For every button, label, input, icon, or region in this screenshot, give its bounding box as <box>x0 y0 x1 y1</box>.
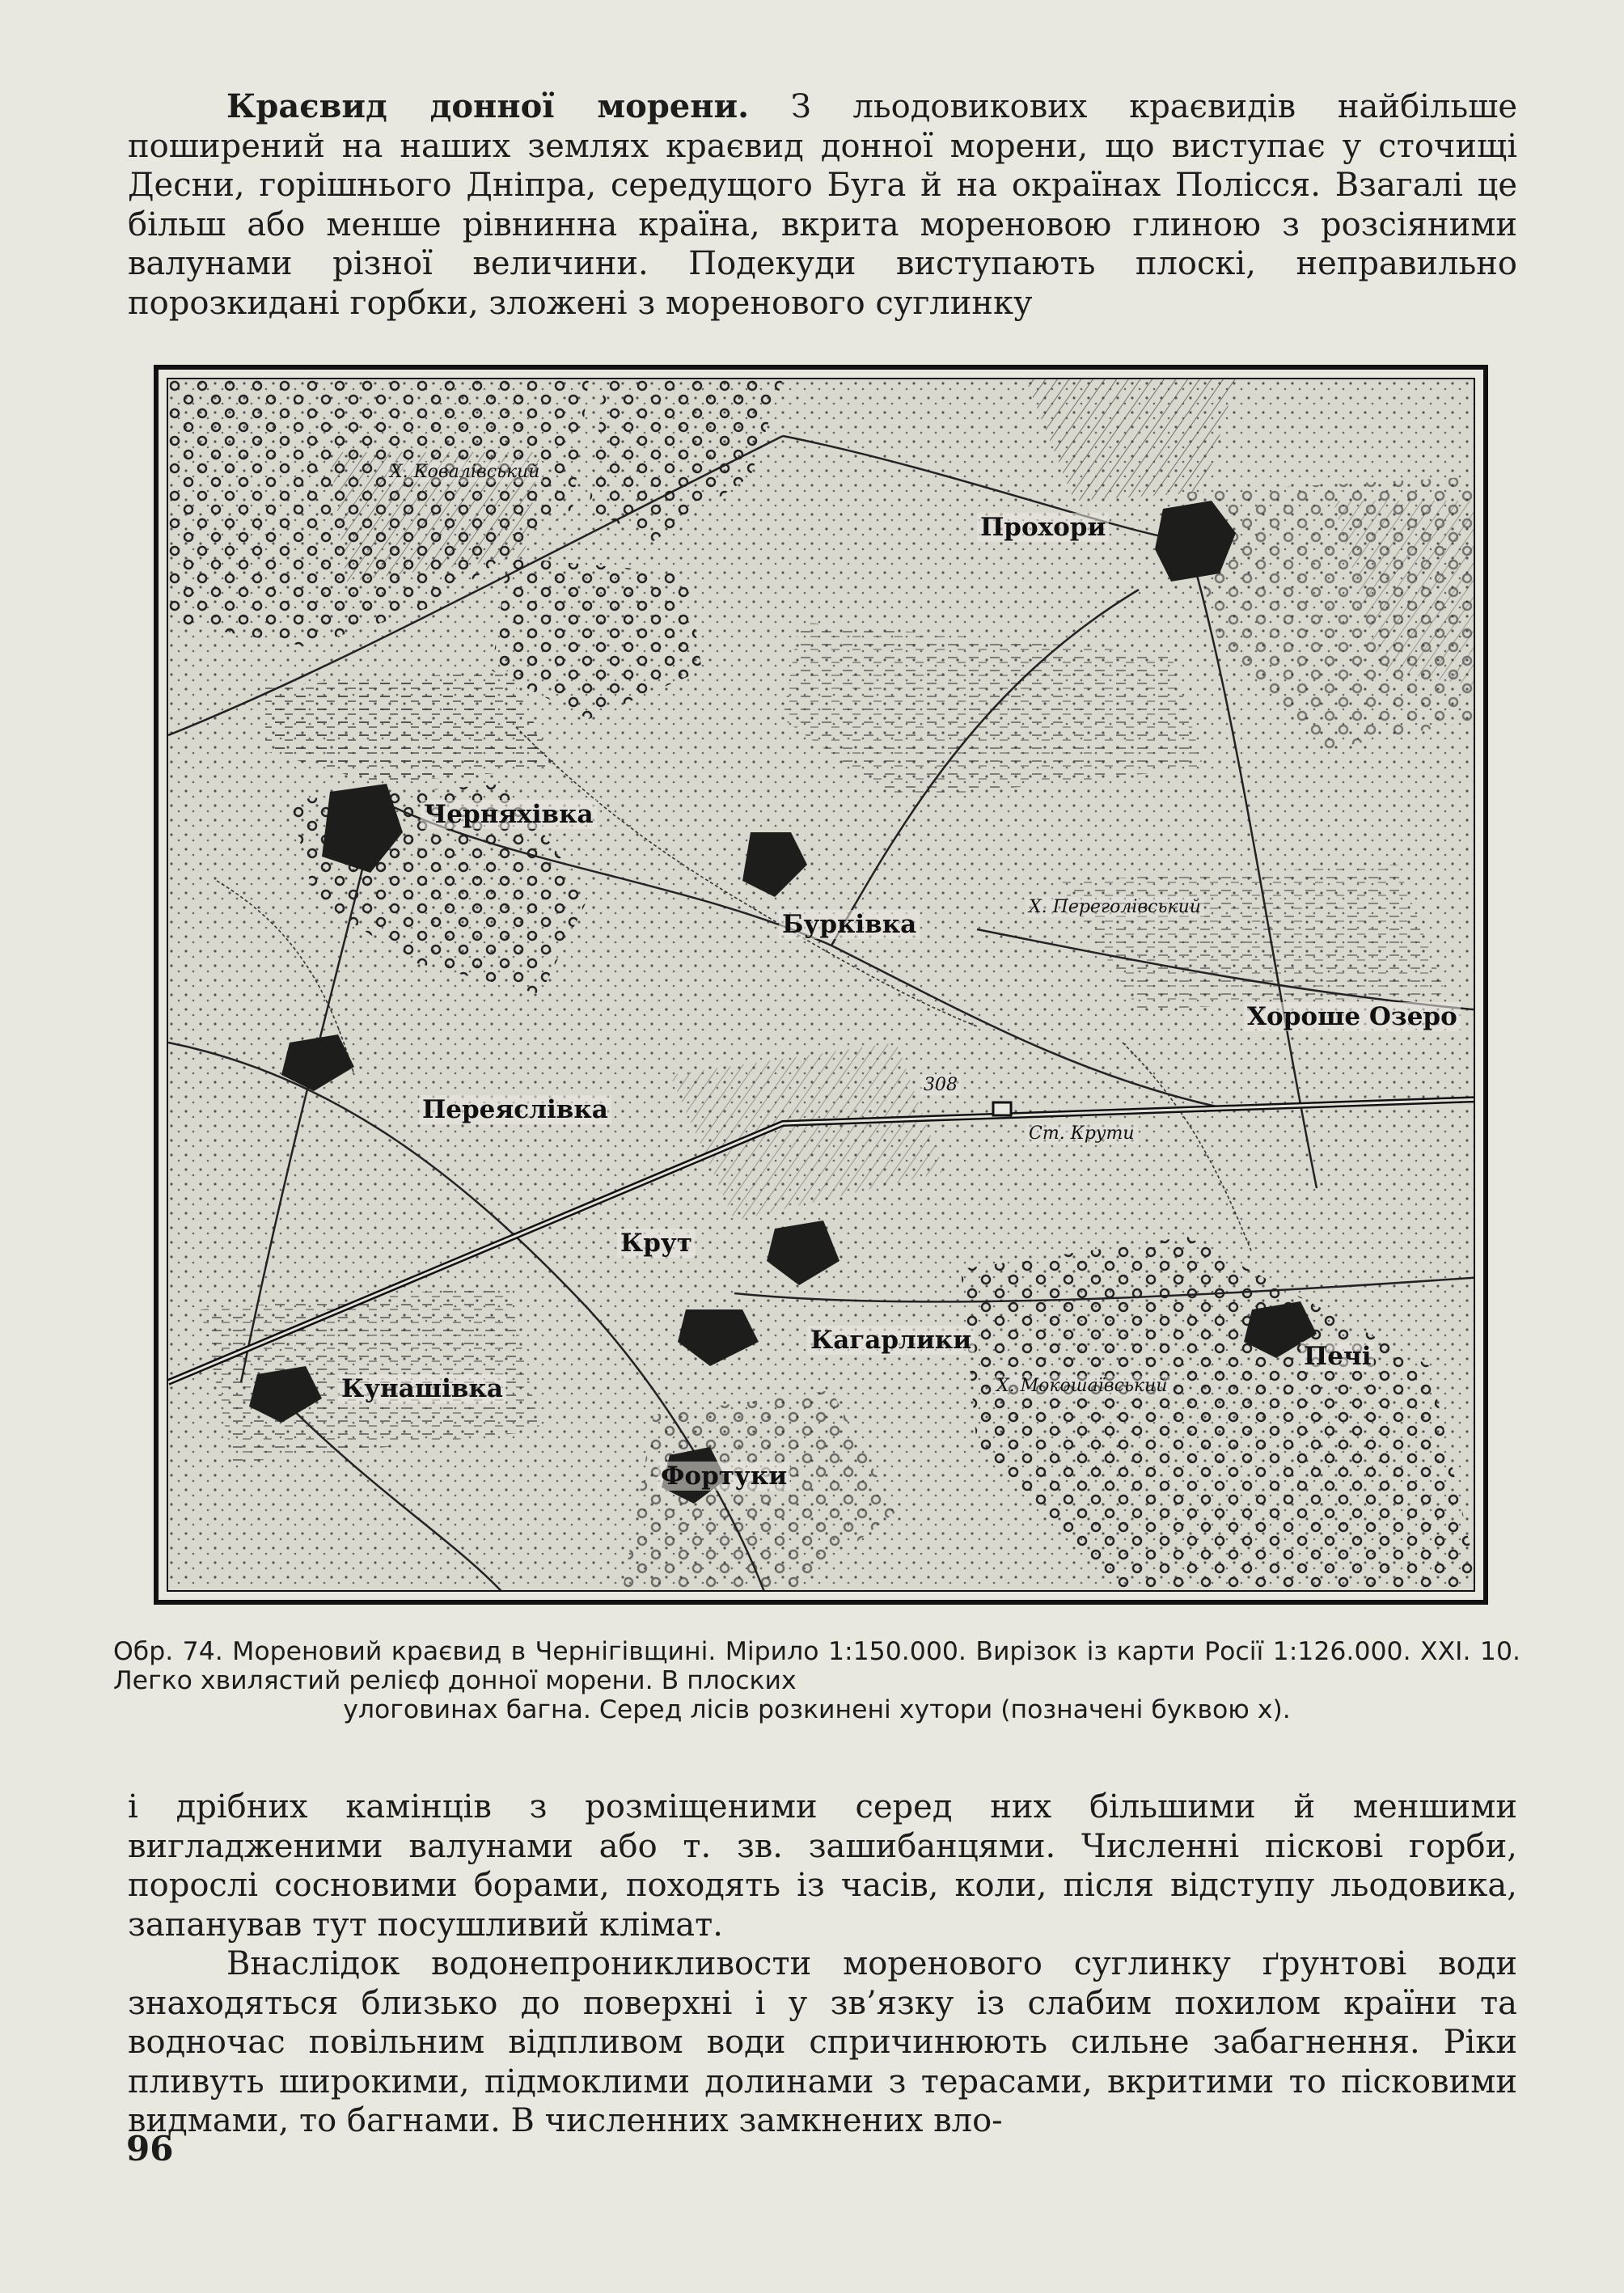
map-label-kunashivka: Кунашівка <box>338 1374 506 1403</box>
map-label-pereiaslivka: Переяслівка <box>419 1095 611 1124</box>
map-label-kh-mokosiivsky: Х. Мокошаївський <box>993 1376 1170 1396</box>
top-paragraph-text: З льодовикових краєвидів найбільше поширений на наших землях краєвид донної морени, що виступає у сточищі Десни, горішнього Дніпра, середущого Буга й на окраїнах Полісся. Взагалі це більш або менше рівнинна країна, вкрита мореновою глиною з розсіяними валунами різної величини. Подекуди виступають плоскі, неправильно порозкидані горбки, зложені з моренового суглинку <box>128 88 1517 322</box>
map-label-kagarlyky: Кагарлики <box>807 1326 975 1355</box>
top-text-block <box>128 87 1517 323</box>
map-label-burkivka: Бурківка <box>779 910 920 939</box>
continued-paragraph: і дрібних камінців з розміщеними серед них більшими й меншими вигладженими валунами або т. зв. зашибанцями. Численні піскові горби, порослі сосновими борами, походять із часів, коли, після відступу льодовика, запанував тут посушливий клімат. <box>128 1788 1517 1944</box>
map-label-krut: Крут <box>617 1229 696 1258</box>
map-label-khoroshe-ozero: Хороше Озеро <box>1244 1002 1461 1031</box>
map-figure <box>154 365 1488 1605</box>
map-image <box>167 378 1475 1592</box>
map-label-prokhory: Прохори <box>977 513 1109 542</box>
station-symbol <box>993 1102 1011 1115</box>
map-label-pechi: Печі <box>1300 1342 1374 1371</box>
bottom-text-block <box>128 1787 1517 2141</box>
section-heading: Краєвид донної морени. <box>226 87 750 125</box>
map-label-kh-pereholivsky: Х. Переголівський <box>1026 897 1204 917</box>
figure-caption <box>113 1637 1520 1724</box>
map-label-elevation: 308 <box>920 1075 961 1095</box>
paragraph: Внаслідок водонепроникливости моренового суглинку ґрунтові води знаходяться близько до поверхні і у зв’язку із слабим похилом країни та водночас повільним відпливом води спричинюють сильне забагнення. Ріки пливуть широкими, підмоклими долинами з терасами, вкритими то пісковими видмами, то багнами. В численних замкнених вло- <box>128 1945 1517 2139</box>
map-label-st-kruty: Ст. Крути <box>1026 1123 1138 1144</box>
map-label-fortuky: Фортуки <box>658 1462 790 1491</box>
top-paragraph <box>128 87 1517 323</box>
map-label-kh-kovalivsky: Х. Ковалівський <box>387 462 543 482</box>
map-label-cherniakhivka: Черняхівка <box>421 800 597 829</box>
figure-caption-last-line: улоговинах багна. Серед лісів розкинені хутори (позначені буквою х). <box>343 1695 1291 1724</box>
map-drawing <box>168 379 1475 1592</box>
page-number: 96 <box>126 2129 174 2168</box>
figure-caption-text: Обр. 74. Моренoвий краєвид в Чернігівщині. Мірило 1:150.000. Вирізок із карти Росії 1:126.000. XXI. 10. Легко хвилястий релієф донної морени. В плоских <box>113 1637 1520 1695</box>
